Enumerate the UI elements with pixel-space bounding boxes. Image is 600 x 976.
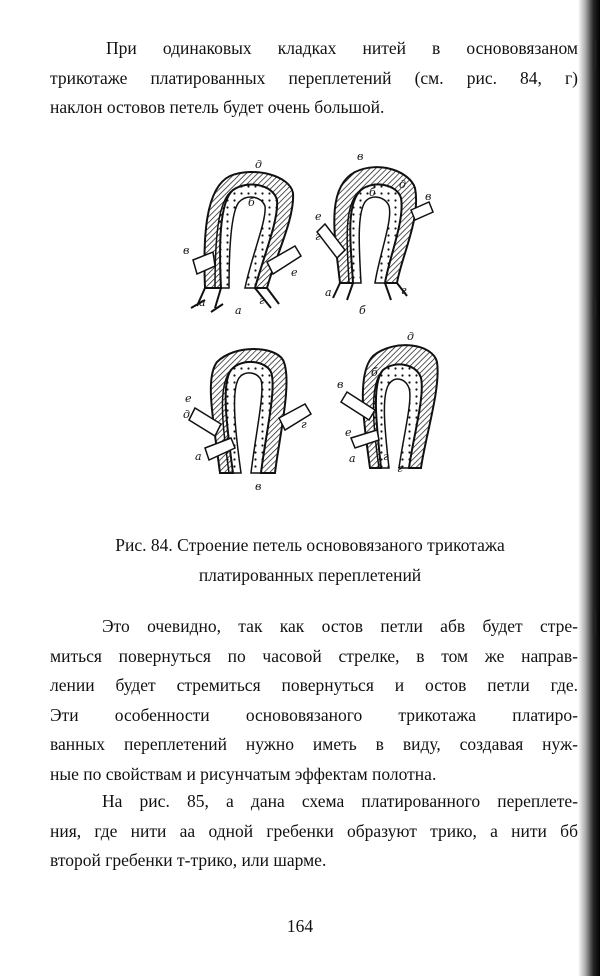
paragraph-line: При одинаковых кладках нитей в основовязаном	[106, 38, 578, 58]
label-b-1: б	[369, 186, 376, 199]
paragraph-line: ные по свойствам и рисунчатым эффектам полотна.	[50, 763, 437, 784]
label-d-2: в	[337, 378, 344, 391]
label-c-3: в	[255, 480, 262, 493]
figure-caption-line: платированных переплетений	[198, 565, 422, 585]
label-a-5: е	[291, 266, 298, 279]
paragraph-1	[50, 34, 578, 123]
label-d-0: д	[407, 330, 414, 343]
label-b-7: г	[401, 284, 407, 297]
loop-a	[191, 172, 301, 312]
label-a-6: а	[235, 304, 242, 317]
label-b-8: б	[359, 304, 366, 317]
paragraph-line: ванных переплетений нужно иметь в виду, создавая нуж-	[50, 734, 578, 754]
paragraph-line: трикотаже платированных переплетений (см. рис. 84, г)	[50, 67, 578, 88]
label-d-3: а	[349, 452, 356, 465]
label-b-2: д	[399, 178, 406, 191]
label-b-5: в	[425, 190, 432, 203]
label-a-1: б	[248, 196, 255, 209]
paragraph-line: На рис. 85, а дана схема платированного переплете-	[102, 791, 578, 811]
label-a-2: в	[183, 244, 190, 257]
label-d-5: е	[345, 426, 352, 439]
paragraph-3	[50, 787, 578, 876]
label-c-2: а	[195, 450, 202, 463]
label-a-0: д	[255, 158, 262, 171]
figure-loop-structure	[175, 148, 445, 498]
label-d-1: б	[371, 366, 378, 379]
paragraph-line: ния, где нити аа одной гребенки образуют трико, а нити бб	[50, 820, 578, 841]
paragraph-line: лении будет стремиться повернуться и остов петли где.	[50, 675, 578, 695]
label-b-4: г	[315, 230, 321, 243]
paragraph-line: Эти особенности основовязаного трикотажа платиро-	[50, 704, 578, 725]
loop-diagram	[175, 148, 445, 498]
loop-c	[189, 349, 311, 473]
figure-caption-line: Рис. 84. Строение петель основовязаного трикотажа	[115, 535, 505, 555]
label-d-6: г	[397, 462, 403, 475]
paragraph-line: второй гребенки т-трико, или шарме.	[50, 850, 327, 870]
label-c-4: г	[301, 418, 307, 431]
paragraph-line: наклон остовов петель будет очень большой.	[50, 97, 385, 117]
label-b-3: е	[315, 210, 322, 223]
label-c-0: е	[185, 392, 192, 405]
label-d-4: г	[383, 450, 389, 463]
loop-d	[341, 345, 438, 468]
page-number: 164	[286, 916, 314, 936]
scan-edge-shadow	[578, 0, 600, 976]
label-c-1: д	[183, 408, 190, 421]
paragraph-line: миться повернуться по часовой стрелке, в том же направ-	[50, 645, 578, 666]
label-b-6: а	[325, 286, 332, 299]
paragraph-2	[50, 612, 578, 789]
label-a-4: г	[259, 294, 265, 307]
label-a-3: а	[199, 296, 206, 309]
label-b-0: в	[357, 150, 364, 163]
paragraph-line: Это очевидно, так как остов петли абв будет стре-	[102, 616, 578, 636]
